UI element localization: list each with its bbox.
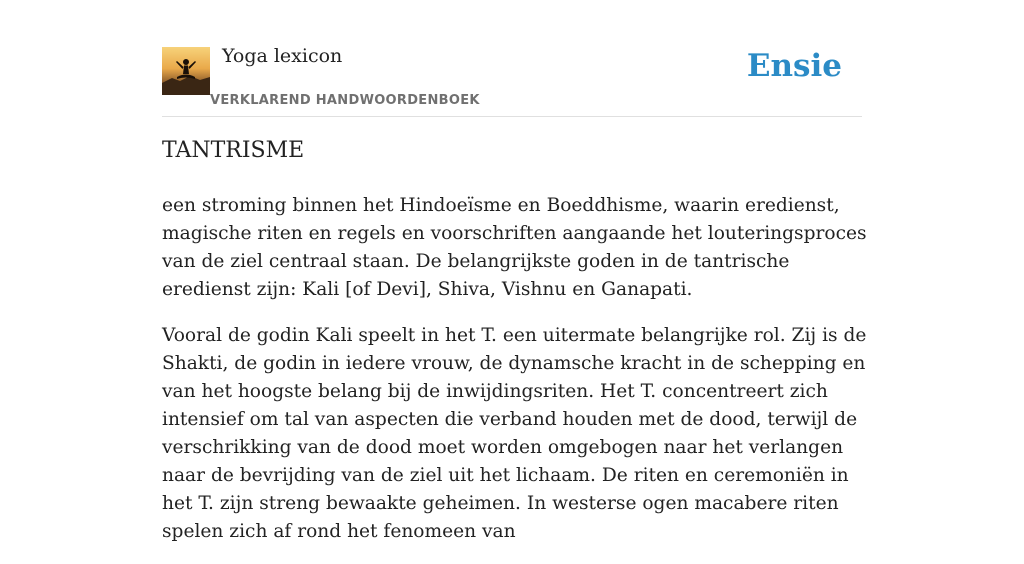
entry-paragraph: Vooral de godin Kali speelt in het T. een uitermate belangrijke rol. Zij is de Shakti, de godin in iedere vrouw, de dynamsche kracht in de schepping en van het hoogste belang bij de inwijdingsriten. Het T. concentreert zich intensief om tal van aspecten die verband houden met de dood, terwijl de verschrikking van de dood moet worden omgebogen naar het verlangen naar de bevrijding van de ziel uit het lichaam. De riten en ceremoniën in het T. zijn streng bewaakte geheimen. In westerse ogen macabere riten spelen zich af rond het fenomeen van [162,325,867,542]
entry-content [162,192,872,564]
site-subtitle: VERKLAREND HANDWOORDENBOEK [210,93,480,108]
yoga-meditation-silhouette-icon[interactable] [162,47,210,95]
entry-title: TANTRISME [162,138,305,163]
page [162,0,867,542]
brand-logo-link[interactable]: Ensie [746,48,842,84]
entry-paragraph: een stroming binnen het Hindoeïsme en Boeddhisme, waarin eredienst, magische riten en regels en voorschriften aangaande het louteringsproces van de ziel centraal staan. De belangrijkste goden in de tantrische eredienst zijn: Kali [of Devi], Shiva, Vishnu en Ganapati. [162,195,867,300]
site-title[interactable]: Yoga lexicon [222,45,343,67]
site-header [162,0,862,117]
